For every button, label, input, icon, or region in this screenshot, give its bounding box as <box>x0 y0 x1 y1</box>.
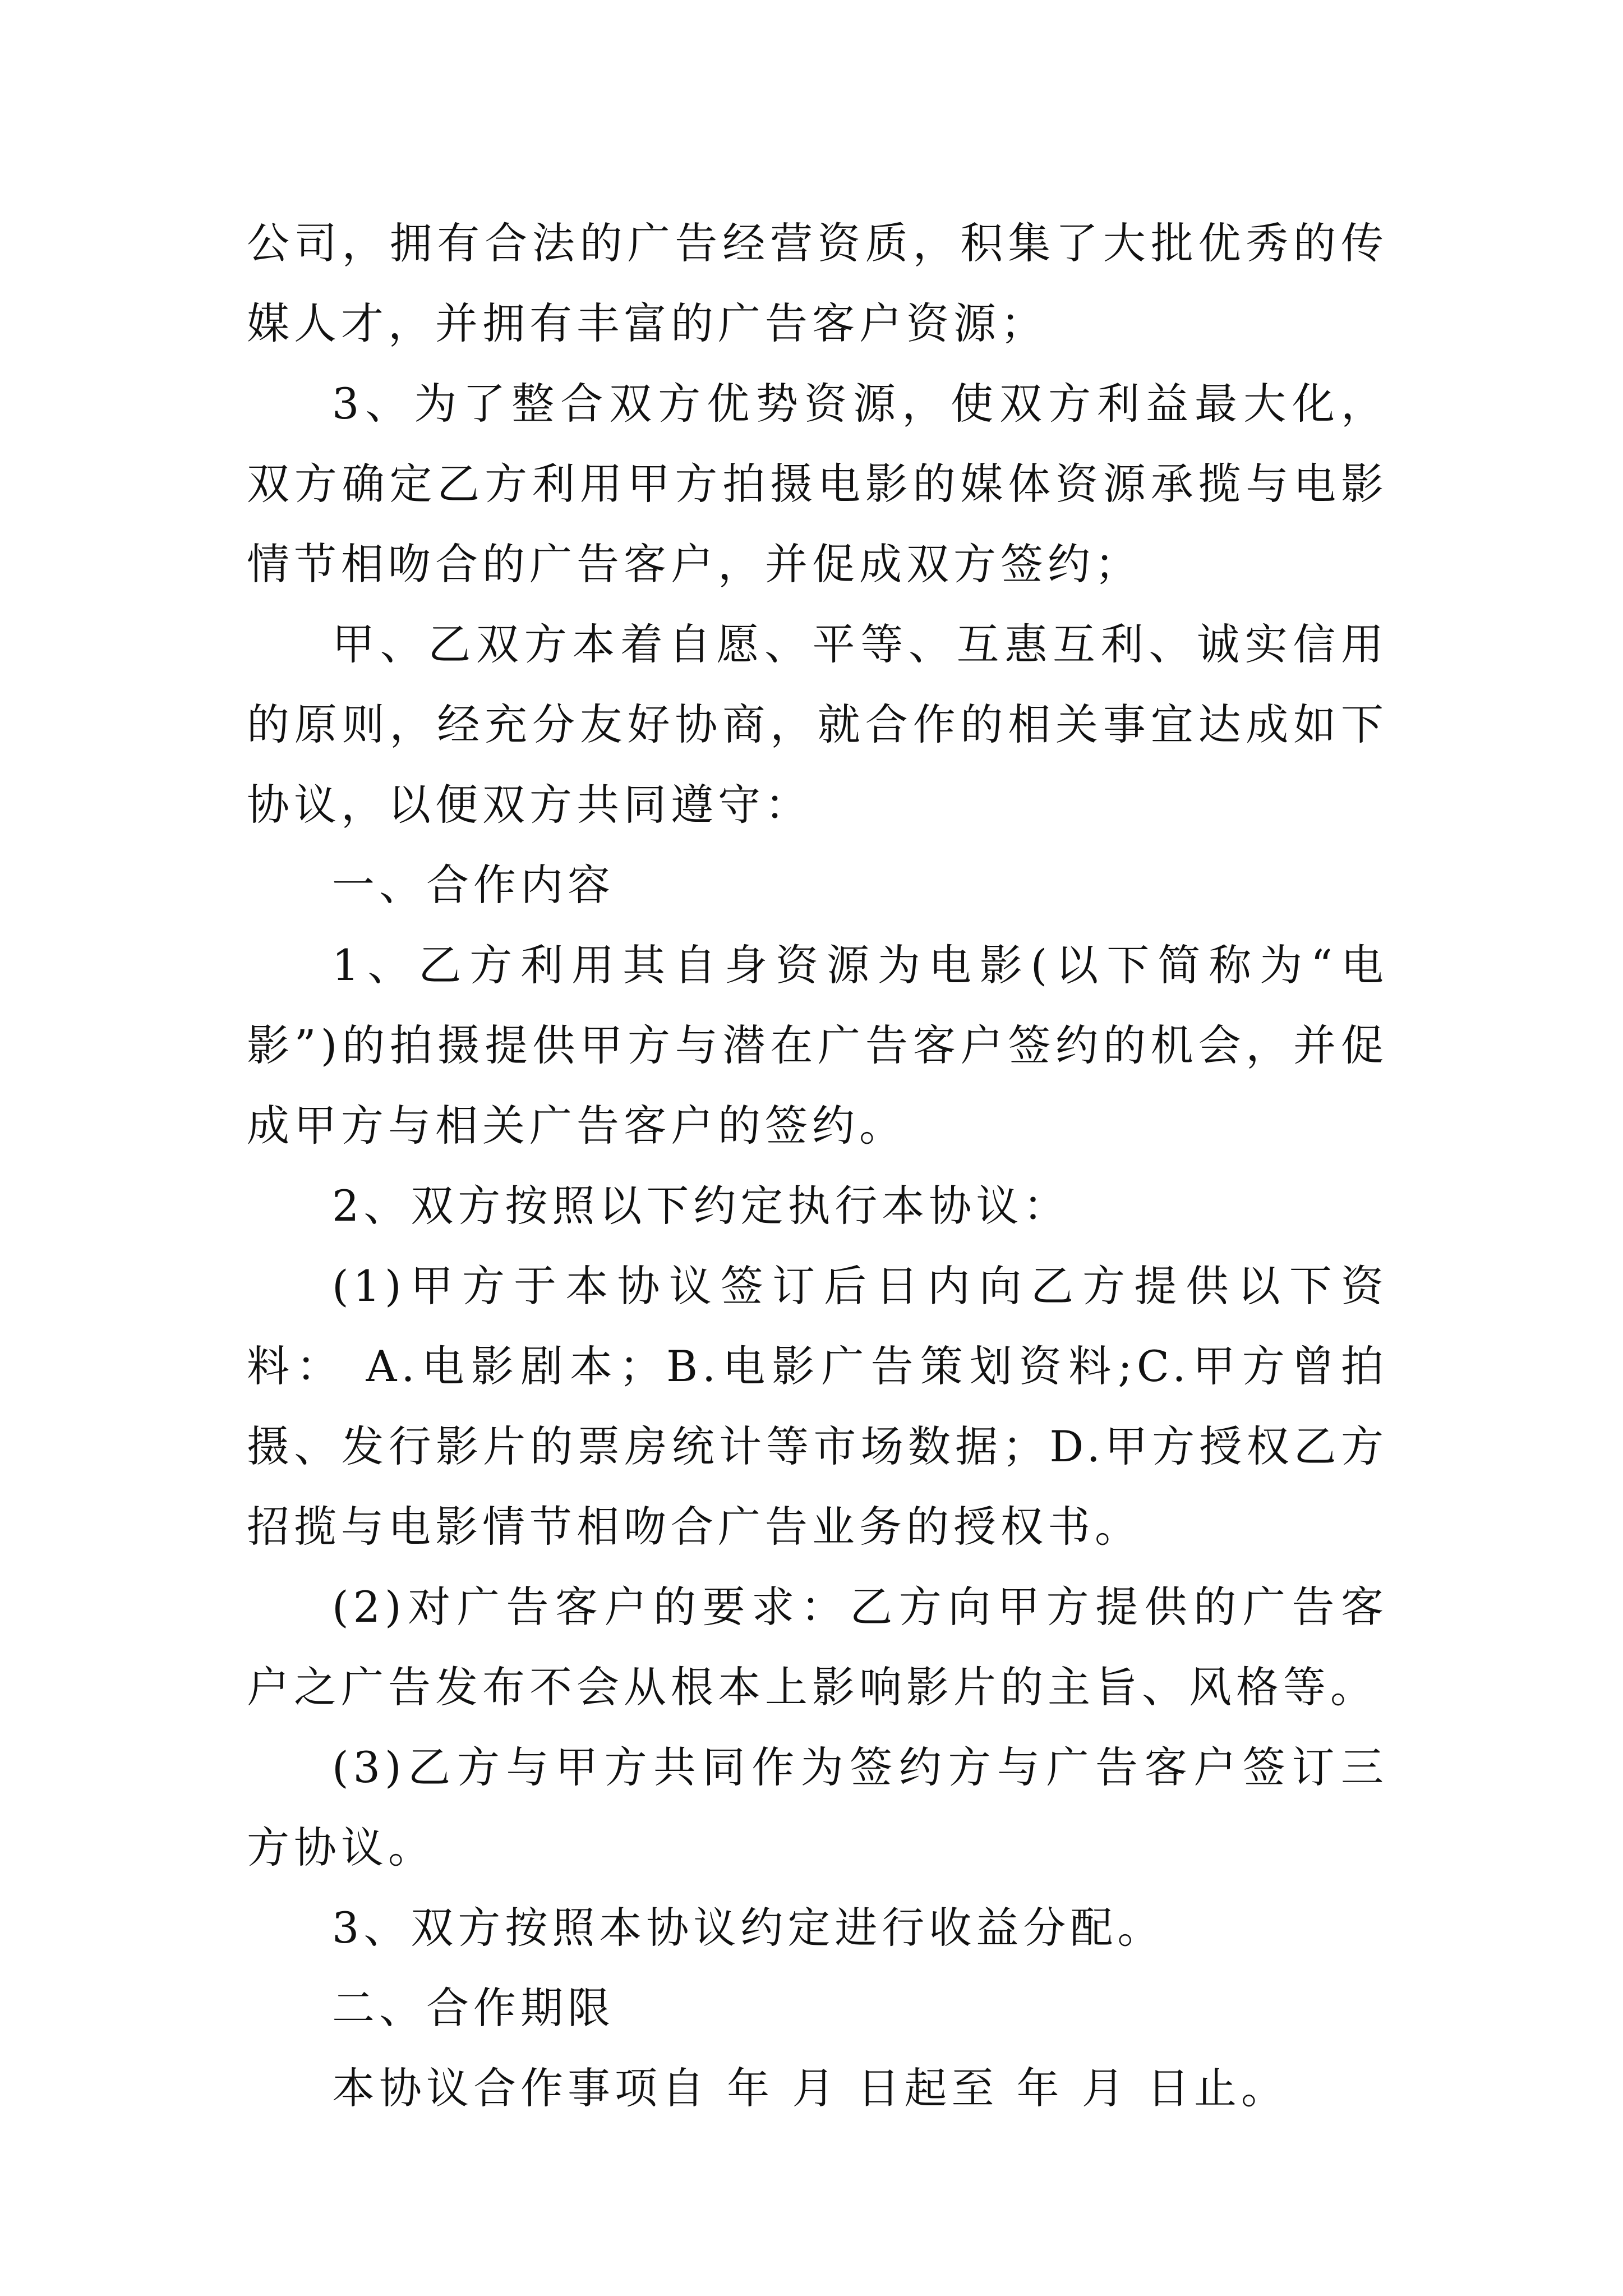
paragraph-item-3: 3、双方按照本协议约定进行收益分配。 <box>332 1903 1165 1953</box>
paragraph-subitem-1: (1)甲方于本协议签订后日内向乙方提供以下资料： A.电影剧本；B.电影广告策划资料;C.甲方曾拍摄、发行影片的票房统计等市场数据；D.甲方授权乙方招揽与电影情节相吻合广告业务的授权书。 <box>247 1261 1388 1552</box>
document-body <box>247 203 1388 2128</box>
paragraph-period-dates: 本协议合作事项自 年 月 日起至 年 月 日止。 <box>332 2063 1288 2113</box>
paragraph-subitem-3: (3)乙方与甲方共同作为签约方与广告客户签订三方协议。 <box>247 1742 1388 1872</box>
paragraph-subitem-2: (2)对广告客户的要求：乙方向甲方提供的广告客户之广告发布不会从根本上影响影片的主旨、风格等。 <box>247 1582 1388 1712</box>
paragraph-item-2: 2、双方按照以下约定执行本协议： <box>332 1181 1071 1231</box>
section-heading-cooperation-period: 二、合作期限 <box>332 1983 615 2033</box>
paragraph-company-intro: 公司，拥有合法的广告经营资质，积集了大批优秀的传媒人才，并拥有丰富的广告客户资源； <box>247 218 1388 348</box>
paragraph-item-1: 1、乙方利用其自身资源为电影(以下简称为“电影”)的拍摄提供甲方与潜在广告客户签约的机会，并促成甲方与相关广告客户的签约。 <box>247 940 1388 1151</box>
paragraph-clause-3-purpose: 3、为了整合双方优势资源，使双方利益最大化，双方确定乙方利用甲方拍摄电影的媒体资源承揽与电影情节相吻合的广告客户，并促成双方签约； <box>247 379 1388 589</box>
paragraph-agreement-principles: 甲、乙双方本着自愿、平等、互惠互利、诚实信用的原则，经充分友好协商，就合作的相关事宜达成如下协议，以便双方共同遵守： <box>247 619 1388 830</box>
section-heading-cooperation-content: 一、合作内容 <box>332 860 615 910</box>
